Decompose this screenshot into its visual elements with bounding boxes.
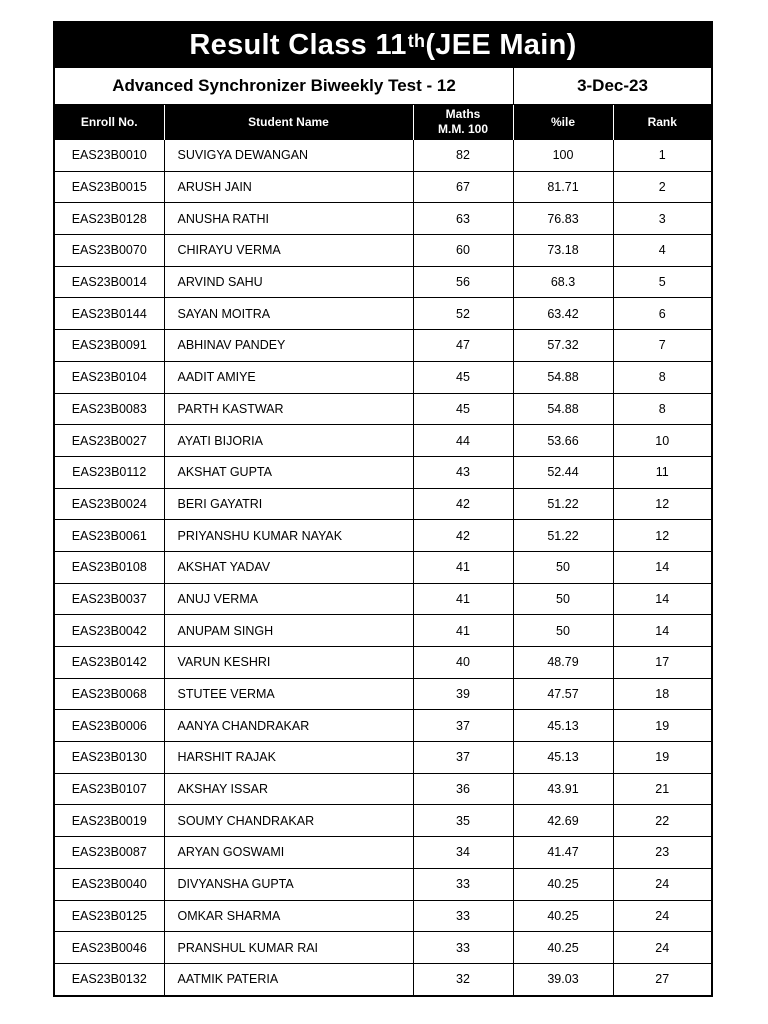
- maths-cell: 41: [413, 551, 513, 583]
- name-cell: AYATI BIJORIA: [164, 425, 413, 457]
- maths-cell: 42: [413, 520, 513, 552]
- maths-cell: 63: [413, 203, 513, 235]
- rank-cell: 6: [613, 298, 711, 330]
- percentile-cell: 53.66: [513, 425, 613, 457]
- column-header-percentile: %ile: [513, 105, 613, 140]
- rank-cell: 17: [613, 647, 711, 679]
- percentile-cell: 76.83: [513, 203, 613, 235]
- name-cell: SUVIGYA DEWANGAN: [164, 140, 413, 172]
- name-cell: OMKAR SHARMA: [164, 900, 413, 932]
- rank-cell: 18: [613, 678, 711, 710]
- maths-cell: 43: [413, 456, 513, 488]
- percentile-cell: 50: [513, 583, 613, 615]
- rank-cell: 27: [613, 963, 711, 994]
- title-superscript: th: [407, 31, 426, 51]
- maths-cell: 33: [413, 900, 513, 932]
- enroll-cell: EAS23B0087: [55, 837, 164, 869]
- percentile-cell: 81.71: [513, 171, 613, 203]
- maths-cell: 45: [413, 361, 513, 393]
- test-name: Advanced Synchronizer Biweekly Test - 12: [55, 68, 514, 104]
- table-row: [55, 868, 711, 900]
- name-cell: ARYAN GOSWAMI: [164, 837, 413, 869]
- name-cell: ANUJ VERMA: [164, 583, 413, 615]
- rank-cell: 2: [613, 171, 711, 203]
- maths-cell: 33: [413, 932, 513, 964]
- name-cell: PRANSHUL KUMAR RAI: [164, 932, 413, 964]
- rank-cell: 4: [613, 235, 711, 267]
- column-header-maths: [413, 105, 513, 140]
- percentile-cell: 68.3: [513, 266, 613, 298]
- name-cell: AANYA CHANDRAKAR: [164, 710, 413, 742]
- name-cell: DIVYANSHA GUPTA: [164, 868, 413, 900]
- enroll-cell: EAS23B0068: [55, 678, 164, 710]
- maths-cell: 34: [413, 837, 513, 869]
- table-row: [55, 140, 711, 172]
- percentile-cell: 47.57: [513, 678, 613, 710]
- rank-cell: 5: [613, 266, 711, 298]
- rank-cell: 19: [613, 742, 711, 774]
- percentile-cell: 45.13: [513, 742, 613, 774]
- rank-cell: 22: [613, 805, 711, 837]
- name-cell: AKSHAT YADAV: [164, 551, 413, 583]
- result-sheet: [53, 21, 713, 997]
- name-cell: CHIRAYU VERMA: [164, 235, 413, 267]
- table-row: [55, 963, 711, 994]
- maths-cell: 36: [413, 773, 513, 805]
- table-row: [55, 330, 711, 362]
- maths-cell: 47: [413, 330, 513, 362]
- enroll-cell: EAS23B0091: [55, 330, 164, 362]
- percentile-cell: 51.22: [513, 520, 613, 552]
- name-cell: HARSHIT RAJAK: [164, 742, 413, 774]
- enroll-cell: EAS23B0061: [55, 520, 164, 552]
- enroll-cell: EAS23B0040: [55, 868, 164, 900]
- percentile-cell: 57.32: [513, 330, 613, 362]
- rank-cell: 12: [613, 488, 711, 520]
- maths-cell: 40: [413, 647, 513, 679]
- rank-cell: 24: [613, 900, 711, 932]
- percentile-cell: 100: [513, 140, 613, 172]
- test-date: 3-Dec-23: [577, 76, 648, 95]
- name-cell: ABHINAV PANDEY: [164, 330, 413, 362]
- enroll-cell: EAS23B0108: [55, 551, 164, 583]
- percentile-cell: 54.88: [513, 361, 613, 393]
- table-row: [55, 456, 711, 488]
- table-row: [55, 710, 711, 742]
- test-info-row: [55, 68, 711, 105]
- title-rest: (JEE Main): [425, 29, 577, 61]
- maths-cell: 33: [413, 868, 513, 900]
- name-cell: SOUMY CHANDRAKAR: [164, 805, 413, 837]
- table-row: [55, 583, 711, 615]
- name-cell: ANUPAM SINGH: [164, 615, 413, 647]
- column-header-enroll: Enroll No.: [55, 105, 164, 140]
- enroll-cell: EAS23B0128: [55, 203, 164, 235]
- enroll-cell: EAS23B0042: [55, 615, 164, 647]
- enroll-cell: EAS23B0014: [55, 266, 164, 298]
- percentile-cell: 48.79: [513, 647, 613, 679]
- name-cell: SAYAN MOITRA: [164, 298, 413, 330]
- column-header-rank: Rank: [613, 105, 711, 140]
- table-row: [55, 805, 711, 837]
- percentile-cell: 42.69: [513, 805, 613, 837]
- maths-cell: 41: [413, 583, 513, 615]
- rank-cell: 11: [613, 456, 711, 488]
- table-row: [55, 393, 711, 425]
- maths-cell: 37: [413, 742, 513, 774]
- title-main: Result Class 11: [189, 29, 407, 61]
- percentile-cell: 43.91: [513, 773, 613, 805]
- enroll-cell: EAS23B0125: [55, 900, 164, 932]
- percentile-cell: 40.25: [513, 900, 613, 932]
- enroll-cell: EAS23B0104: [55, 361, 164, 393]
- name-cell: AKSHAT GUPTA: [164, 456, 413, 488]
- percentile-cell: 45.13: [513, 710, 613, 742]
- name-cell: AATMIK PATERIA: [164, 963, 413, 994]
- percentile-cell: 40.25: [513, 868, 613, 900]
- name-cell: ARUSH JAIN: [164, 171, 413, 203]
- maths-cell: 67: [413, 171, 513, 203]
- maths-cell: 45: [413, 393, 513, 425]
- table-row: [55, 235, 711, 267]
- name-cell: PARTH KASTWAR: [164, 393, 413, 425]
- maths-cell: 60: [413, 235, 513, 267]
- percentile-cell: 63.42: [513, 298, 613, 330]
- name-cell: AKSHAY ISSAR: [164, 773, 413, 805]
- table-row: [55, 361, 711, 393]
- table-row: [55, 647, 711, 679]
- percentile-cell: 73.18: [513, 235, 613, 267]
- percentile-cell: 50: [513, 615, 613, 647]
- maths-cell: 32: [413, 963, 513, 994]
- enroll-cell: EAS23B0015: [55, 171, 164, 203]
- table-row: [55, 742, 711, 774]
- table-row: [55, 171, 711, 203]
- rank-cell: 24: [613, 868, 711, 900]
- column-header-maths-max: M.M. 100: [437, 122, 488, 136]
- rank-cell: 8: [613, 393, 711, 425]
- maths-cell: 44: [413, 425, 513, 457]
- enroll-cell: EAS23B0132: [55, 963, 164, 994]
- rank-cell: 10: [613, 425, 711, 457]
- table-row: [55, 615, 711, 647]
- maths-cell: 42: [413, 488, 513, 520]
- enroll-cell: EAS23B0070: [55, 235, 164, 267]
- enroll-cell: EAS23B0037: [55, 583, 164, 615]
- table-row: [55, 425, 711, 457]
- maths-cell: 56: [413, 266, 513, 298]
- maths-cell: 37: [413, 710, 513, 742]
- maths-cell: 39: [413, 678, 513, 710]
- name-cell: VARUN KESHRI: [164, 647, 413, 679]
- rank-cell: 14: [613, 615, 711, 647]
- results-table: [55, 105, 711, 995]
- column-header-maths-label: Maths: [445, 107, 481, 121]
- percentile-cell: 40.25: [513, 932, 613, 964]
- percentile-cell: 51.22: [513, 488, 613, 520]
- table-row: [55, 932, 711, 964]
- percentile-cell: 54.88: [513, 393, 613, 425]
- enroll-cell: EAS23B0019: [55, 805, 164, 837]
- rank-cell: 7: [613, 330, 711, 362]
- rank-cell: 12: [613, 520, 711, 552]
- table-row: [55, 488, 711, 520]
- rank-cell: 8: [613, 361, 711, 393]
- table-row: [55, 298, 711, 330]
- table-row: [55, 520, 711, 552]
- rank-cell: 14: [613, 583, 711, 615]
- percentile-cell: 41.47: [513, 837, 613, 869]
- rank-cell: 3: [613, 203, 711, 235]
- name-cell: STUTEE VERMA: [164, 678, 413, 710]
- name-cell: ANUSHA RATHI: [164, 203, 413, 235]
- enroll-cell: EAS23B0006: [55, 710, 164, 742]
- column-header-name: Student Name: [164, 105, 413, 140]
- enroll-cell: EAS23B0112: [55, 456, 164, 488]
- enroll-cell: EAS23B0130: [55, 742, 164, 774]
- name-cell: BERI GAYATRI: [164, 488, 413, 520]
- table-row: [55, 678, 711, 710]
- name-cell: ARVIND SAHU: [164, 266, 413, 298]
- enroll-cell: EAS23B0144: [55, 298, 164, 330]
- enroll-cell: EAS23B0027: [55, 425, 164, 457]
- enroll-cell: EAS23B0010: [55, 140, 164, 172]
- table-row: [55, 203, 711, 235]
- enroll-cell: EAS23B0024: [55, 488, 164, 520]
- maths-cell: 52: [413, 298, 513, 330]
- percentile-cell: 52.44: [513, 456, 613, 488]
- rank-cell: 24: [613, 932, 711, 964]
- rank-cell: 23: [613, 837, 711, 869]
- table-row: [55, 837, 711, 869]
- enroll-cell: EAS23B0083: [55, 393, 164, 425]
- maths-cell: 82: [413, 140, 513, 172]
- name-cell: AADIT AMIYE: [164, 361, 413, 393]
- table-row: [55, 773, 711, 805]
- percentile-cell: 50: [513, 551, 613, 583]
- table-row: [55, 551, 711, 583]
- enroll-cell: EAS23B0142: [55, 647, 164, 679]
- maths-cell: 41: [413, 615, 513, 647]
- rank-cell: 21: [613, 773, 711, 805]
- page-title: [55, 23, 711, 68]
- rank-cell: 1: [613, 140, 711, 172]
- table-row: [55, 900, 711, 932]
- name-cell: PRIYANSHU KUMAR NAYAK: [164, 520, 413, 552]
- rank-cell: 19: [613, 710, 711, 742]
- table-body: [55, 140, 711, 995]
- maths-cell: 35: [413, 805, 513, 837]
- table-row: [55, 266, 711, 298]
- rank-cell: 14: [613, 551, 711, 583]
- enroll-cell: EAS23B0107: [55, 773, 164, 805]
- percentile-cell: 39.03: [513, 963, 613, 994]
- table-header: [55, 105, 711, 140]
- enroll-cell: EAS23B0046: [55, 932, 164, 964]
